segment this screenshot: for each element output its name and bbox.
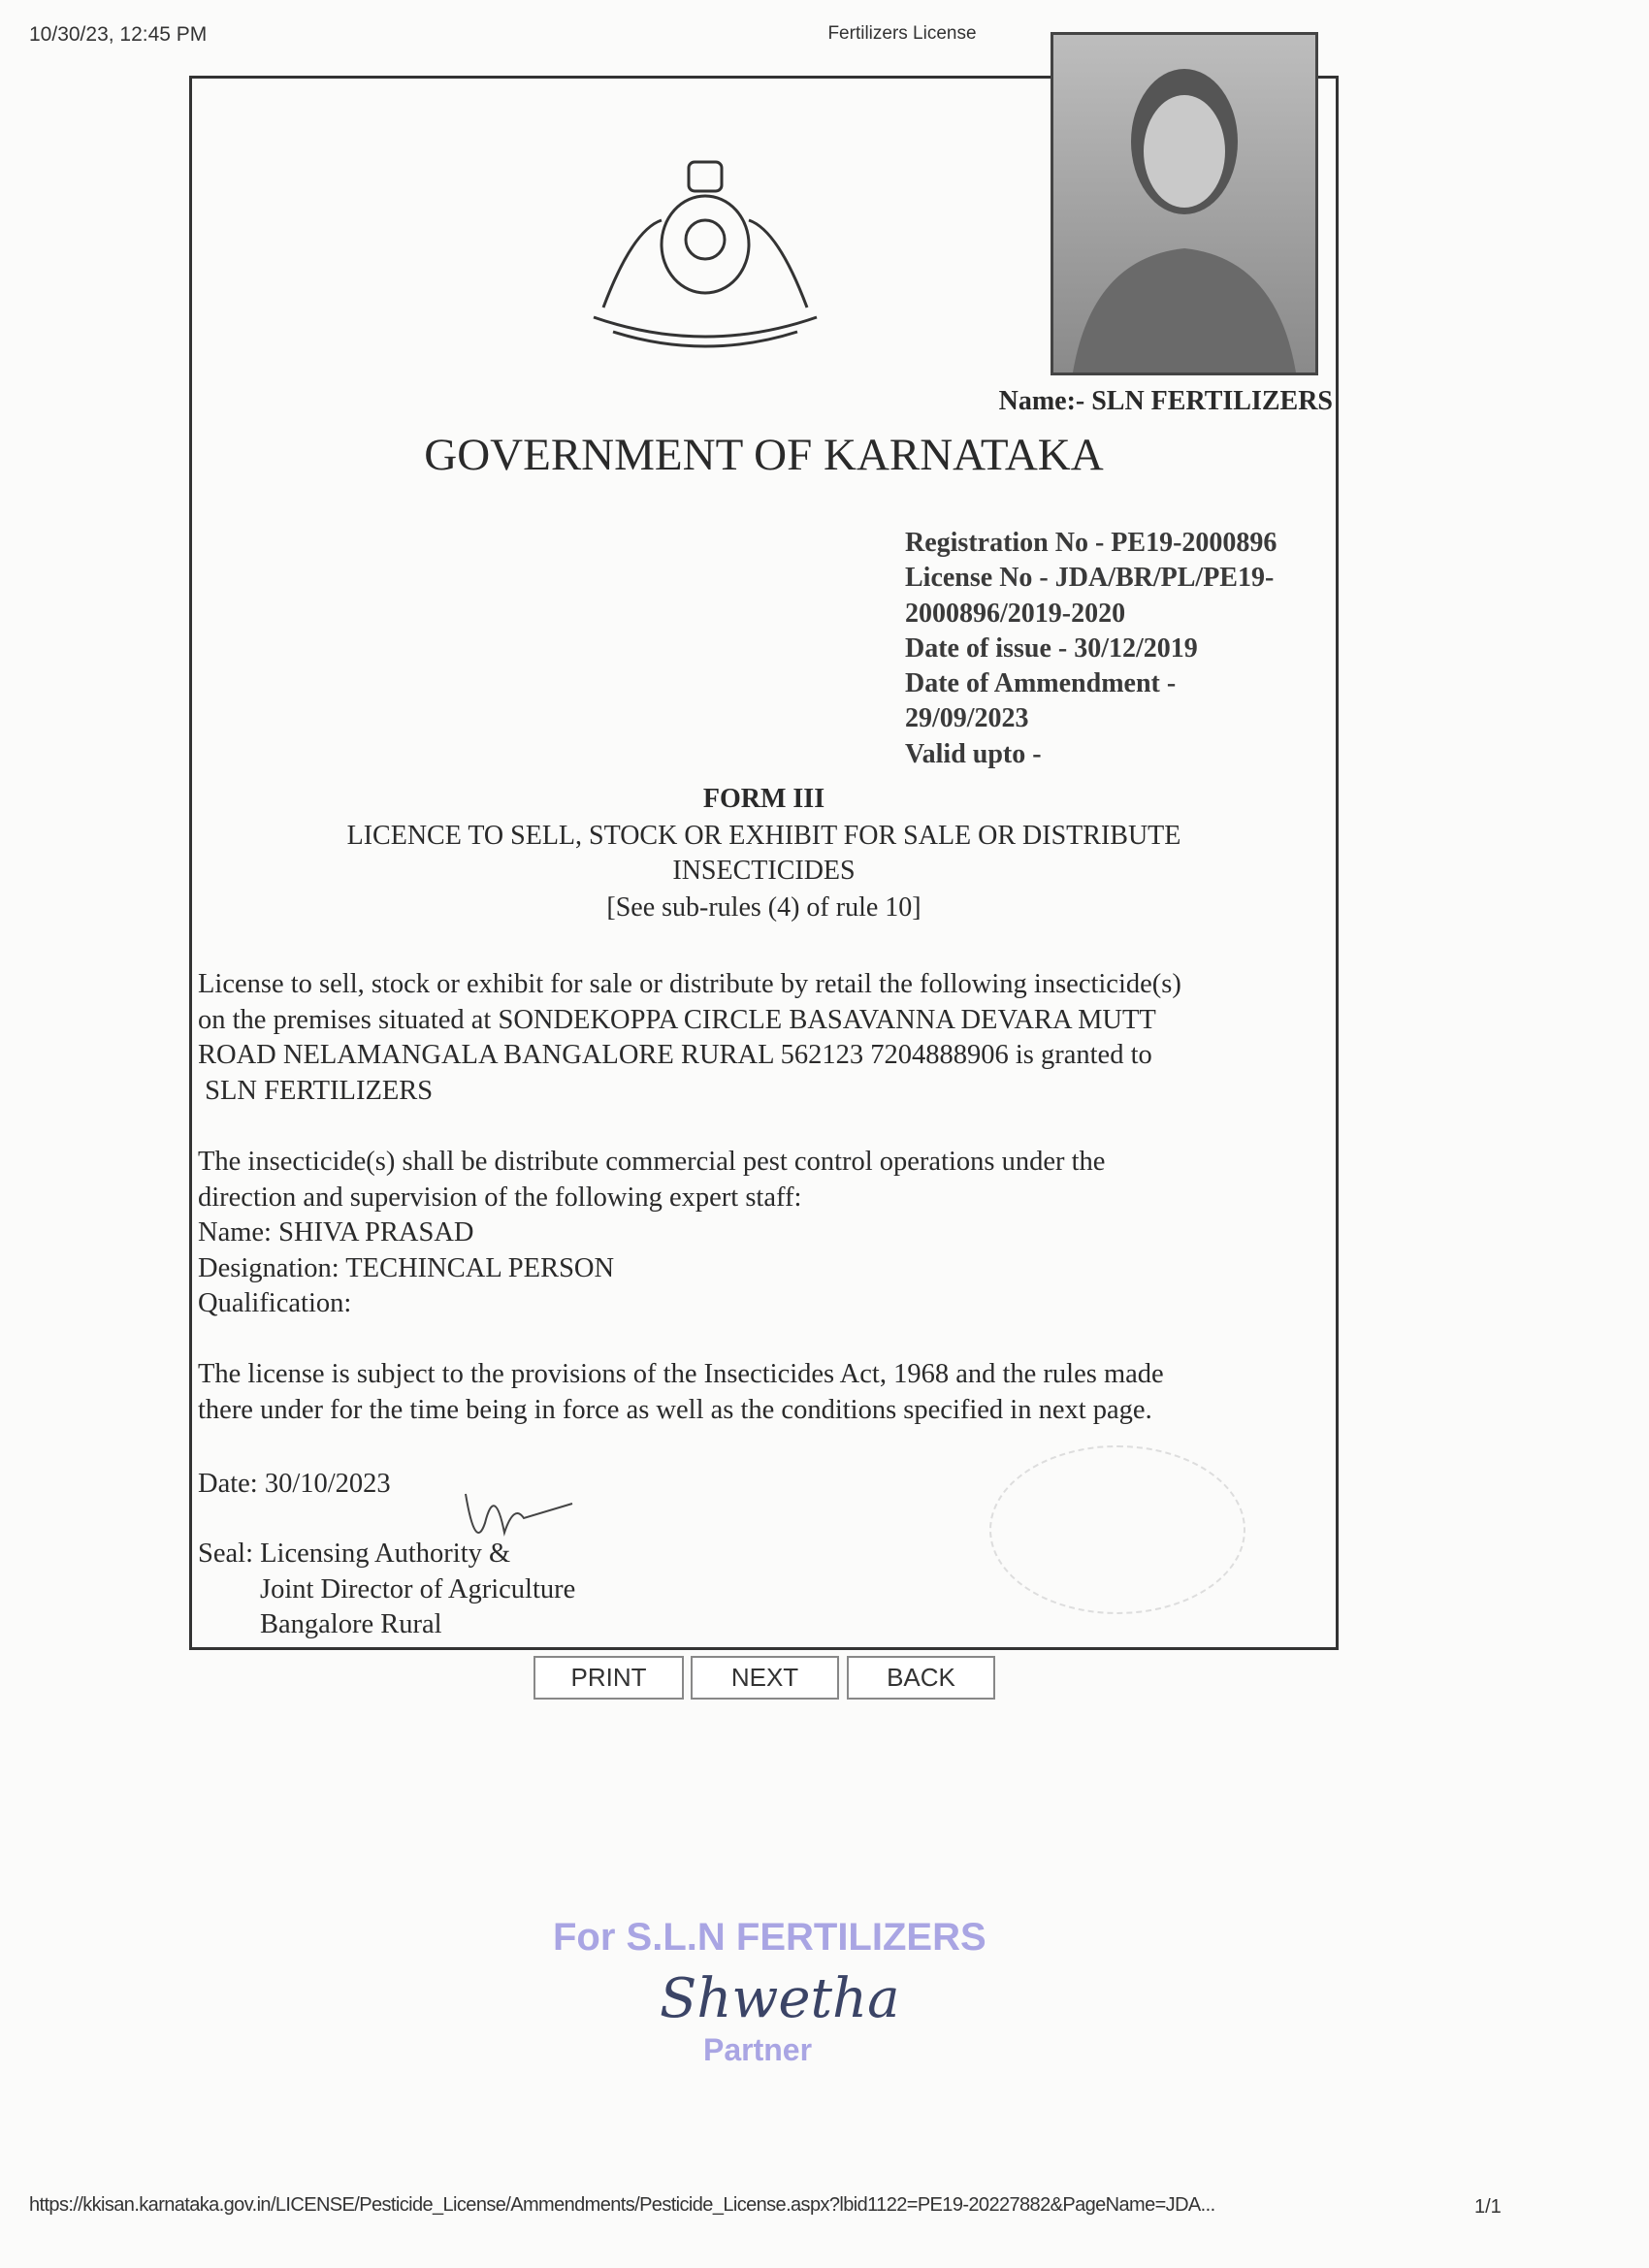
print-datetime: 10/30/23, 12:45 PM [29,23,208,46]
print-footer-url: https://kkisan.karnataka.gov.in/LICENSE/Pesticide_License/Ammendments/Pesticide_License.aspx?lbid1122=PE19-20227882&PageName=JDA... [29,2194,1215,2216]
date-of-amendment: Date of Ammendment - [905,668,1177,699]
date-of-issue: Date of issue - 30/12/2019 [905,632,1198,664]
form-title: FORM III [702,784,825,814]
registration-no: Registration No - PE19-2000896 [905,528,1277,558]
karnataka-emblem-icon [574,152,836,351]
page-count: 1/1 [1474,2196,1502,2218]
seal-line: Seal: Licensing Authority & [198,1539,511,1569]
provisions-paragraph [198,1357,1323,1428]
holder-name: Name:- SLN FERTILIZERS [998,386,1333,416]
grant-paragraph [198,967,1323,1109]
authority-signature-icon [446,1465,582,1576]
text-line: ROAD NELAMANGALA BANGALORE RURAL 562123 7204888906 is granted to [198,1040,1152,1070]
form-subtitle-2: INSECTICIDES [672,856,856,886]
company-stamp: For S.L.N FERTILIZERS [553,1916,986,1959]
text-line: License to sell, stock or exhibit for sale or distribute by retail the following insecticide(s) [198,969,1181,999]
seal-line: Bangalore Rural [260,1609,442,1639]
expert-name: Name: SHIVA PRASAD [198,1217,474,1247]
seal-line: Joint Director of Agriculture [260,1573,576,1604]
text-line: The license is subject to the provisions of the Insecticides Act, 1968 and the rules made [198,1359,1164,1389]
text-line: direction and supervision of the following expert staff: [198,1182,802,1213]
expert-qualification: Qualification: [198,1288,352,1318]
back-button[interactable]: BACK [847,1656,995,1700]
form-subtitle: LICENCE TO SELL, STOCK OR EXHIBIT FOR SALE OR DISTRIBUTE [346,821,1181,851]
registration-details [905,526,1277,772]
license-no: License No - JDA/BR/PL/PE19- [905,563,1275,594]
date-of-amendment-value: 29/09/2023 [905,703,1029,734]
print-page-title: Fertilizers License [827,23,977,44]
expert-staff-paragraph [198,1145,1323,1322]
partner-signature: Shwetha [660,1967,900,2030]
issue-date: Date: 30/10/2023 [198,1469,391,1499]
print-button[interactable]: PRINT [534,1656,684,1700]
partner-stamp: Partner [703,2032,813,2067]
text-line: SLN FERTILIZERS [198,1075,434,1106]
holder-photo [1051,32,1318,375]
government-title: GOVERNMENT OF KARNATAKA [424,430,1104,480]
license-no-cont: 2000896/2019-2020 [905,598,1126,629]
text-line: there under for the time being in force as well as the conditions specified in next page. [198,1394,1152,1425]
text-line: on the premises situated at SONDEKOPPA CIRCLE BASAVANNA DEVARA MUTT [198,1004,1156,1035]
text-line: The insecticide(s) shall be distribute commercial pest control operations under the [198,1147,1106,1177]
next-button[interactable]: NEXT [691,1656,839,1700]
form-rule: [See sub-rules (4) of rule 10] [606,892,922,923]
official-seal-icon [989,1445,1245,1614]
valid-upto: Valid upto - [905,738,1042,769]
expert-designation: Designation: TECHINCAL PERSON [198,1252,615,1283]
